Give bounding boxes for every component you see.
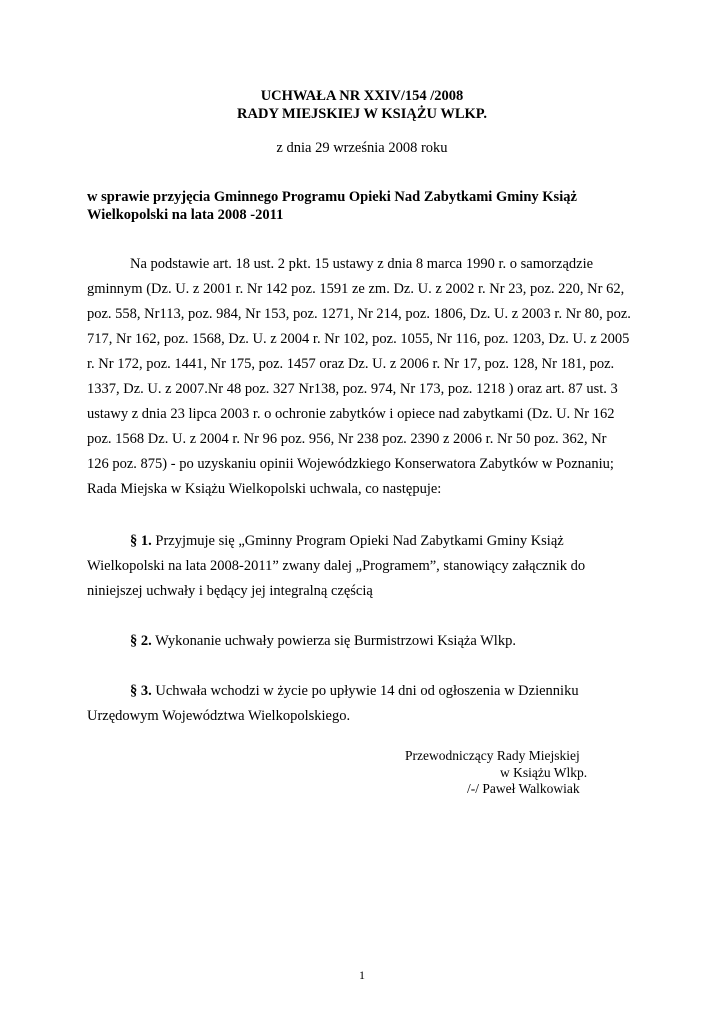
council-name: RADY MIEJSKIEJ W KSIĄŻU WLKP. [237,106,487,122]
paragraph-line [130,632,516,650]
signature-name: /-/ Paweł Walkowiak [467,781,580,796]
paragraph-mark: § 3. [130,683,152,699]
paragraph-text: Uchwała wchodzi w życie po upływie 14 dni od ogłoszenia w Dzienniku [151,683,579,699]
preamble-line: 1337, Dz. U. z 2007.Nr 48 poz. 327 Nr138, poz. 974, Nr 173, poz. 1218 ) oraz art. 87 ust. 3 [87,381,618,397]
preamble-line: 126 poz. 875) - po uzyskaniu opinii Wojewódzkiego Konserwatora Zabytków w Poznaniu; [87,456,614,472]
subject-line: Wielkopolski na lata 2008 -2011 [87,207,284,223]
paragraph-mark: § 2. [130,633,152,649]
resolution-title: UCHWAŁA NR XXIV/154 /2008 [260,88,464,104]
subject-line: w sprawie przyjęcia Gminnego Programu Opieki Nad Zabytkami Gminy Książ [87,189,577,205]
preamble-line: Na podstawie art. 18 ust. 2 pkt. 15 ustawy z dnia 8 marca 1990 r. o samorządzie [130,256,594,272]
paragraph-mark: § 1. [130,533,152,549]
paragraph-line: Urzędowym Województwa Wielkopolskiego. [87,708,351,724]
resolution-date: z dnia 29 września 2008 roku [276,140,448,156]
preamble-line: Rada Miejska w Książu Wielkopolski uchwala, co następuje: [87,481,442,497]
signature-title: Przewodniczący Rady Miejskiej [405,748,580,763]
preamble-line: 717, Nr 162, poz. 1568, Dz. U. z 2004 r. Nr 102, poz. 1055, Nr 116, poz. 1203, Dz. U. z 2005 [87,331,630,347]
preamble-line: poz. 558, Nr113, poz. 984, Nr 153, poz. 1271, Nr 214, poz. 1806, Dz. U. z 2003 r. Nr 80, poz. [87,306,631,322]
paragraph-line [130,532,564,550]
signature-place: w Książu Wlkp. [500,765,588,780]
paragraph-line: niniejszej uchwały i będący jej integralną częścią [87,583,373,599]
preamble-line: poz. 1568 Dz. U. z 2004 r. Nr 96 poz. 956, Nr 238 poz. 2390 z 2006 r. Nr 50 poz. 362, Nr [87,431,607,447]
paragraph-text: Wykonanie uchwały powierza się Burmistrzowi Książa Wlkp. [151,633,516,649]
page-number: 1 [359,968,365,982]
preamble-line: ustawy z dnia 23 lipca 2003 r. o ochronie zabytków i opiece nad zabytkami (Dz. U. Nr 162 [87,406,615,422]
preamble-line: r. Nr 172, poz. 1441, Nr 175, poz. 1457 oraz Dz. U. z 2006 r. Nr 17, poz. 128, Nr 181, poz. [87,356,615,372]
paragraph-line [130,682,579,700]
paragraph-line: Wielkopolski na lata 2008-2011” zwany dalej „Programem”, stanowiący załącznik do [87,558,586,574]
paragraph-text: Przyjmuje się „Gminny Program Opieki Nad Zabytkami Gminy Książ [151,533,564,549]
preamble-line: gminnym (Dz. U. z 2001 r. Nr 142 poz. 1591 ze zm. Dz. U. z 2002 r. Nr 23, poz. 220, Nr 62, [87,281,625,297]
